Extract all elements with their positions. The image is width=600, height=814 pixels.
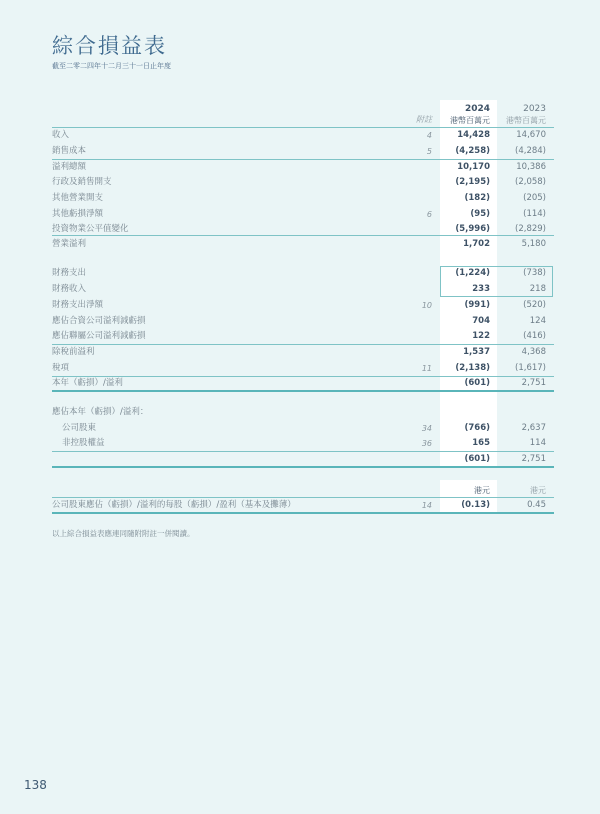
row-label: 稅項 xyxy=(52,363,70,373)
row-note: 11 xyxy=(421,364,432,373)
value-2024: 122 xyxy=(472,331,490,341)
row-label: 銷售成本 xyxy=(52,146,87,156)
value-2024: (601) xyxy=(464,378,490,388)
value-2024: 1,537 xyxy=(463,347,490,357)
page-number: 138 xyxy=(24,778,47,792)
note-column-header: 附註 xyxy=(416,115,432,124)
table-row xyxy=(52,376,554,391)
row-label: 財務收入 xyxy=(52,284,87,294)
value-2023: (2,829) xyxy=(515,224,546,234)
value-2023: (416) xyxy=(523,331,546,341)
row-label: 投資物業公平值變化 xyxy=(52,224,129,234)
table-row xyxy=(52,222,554,237)
value-2024: (95) xyxy=(470,209,490,219)
table-row xyxy=(52,207,554,222)
value-2023: (205) xyxy=(523,193,546,203)
row-note: 6 xyxy=(426,210,432,219)
row-note: 34 xyxy=(421,424,432,433)
value-2023: (2,058) xyxy=(515,177,546,187)
table-row xyxy=(52,298,554,313)
value-2023: (114) xyxy=(523,209,546,219)
table-row xyxy=(52,405,554,420)
eps-unit-2024: 港元 xyxy=(474,486,490,495)
value-2023: 2,751 xyxy=(521,454,546,464)
table-row xyxy=(52,345,554,360)
page-subtitle: 截至二零二四年十二月三十一日止年度 xyxy=(52,62,171,70)
table-row xyxy=(52,436,554,451)
value-2023: 114 xyxy=(529,438,546,448)
value-2023: 5,180 xyxy=(521,239,546,249)
row-label: 行政及銷售開支 xyxy=(52,177,112,187)
table-row xyxy=(52,144,554,159)
unit-2024-header: 港幣百萬元 xyxy=(450,116,490,125)
table-row xyxy=(52,175,554,190)
row-label: 應佔本年（虧損）/溢利： xyxy=(52,407,149,417)
row-label: 財務支出 xyxy=(52,268,87,278)
value-2024: (991) xyxy=(464,300,490,310)
table-row xyxy=(52,128,554,143)
row-label: 應佔聯屬公司溢利減虧損 xyxy=(52,331,146,341)
table-row xyxy=(52,266,554,281)
row-label: 其他虧損淨額 xyxy=(52,209,104,219)
value-2023: 2,751 xyxy=(521,378,546,388)
year-2023-header: 2023 xyxy=(523,104,546,114)
row-label: 公司股東 xyxy=(62,423,97,433)
row-note: 14 xyxy=(421,501,432,510)
footnote: 以上綜合損益表應連同隨附附註一併閱讀。 xyxy=(52,529,195,538)
table-row xyxy=(52,421,554,436)
row-label: 收入 xyxy=(52,130,70,140)
unit-2023-header: 港幣百萬元 xyxy=(506,116,546,125)
year-2024-header: 2024 xyxy=(464,104,490,114)
value-2024: (5,996) xyxy=(455,224,490,234)
value-2024: 704 xyxy=(472,316,490,326)
table-row xyxy=(52,329,554,344)
value-2023: 124 xyxy=(529,316,546,326)
row-note: 36 xyxy=(421,439,432,448)
value-2024: 10,170 xyxy=(457,162,490,172)
value-2023: (738) xyxy=(523,268,546,278)
value-2023: (520) xyxy=(523,300,546,310)
row-note: 4 xyxy=(426,131,432,140)
row-label: 溢利總額 xyxy=(52,162,87,172)
table-row xyxy=(52,191,554,206)
value-2024: (182) xyxy=(464,193,490,203)
value-2023: 10,386 xyxy=(516,162,546,172)
value-2024: (1,224) xyxy=(455,268,490,278)
value-2024: (2,138) xyxy=(455,363,490,373)
value-2024: 233 xyxy=(472,284,490,294)
value-2023: 218 xyxy=(529,284,546,294)
value-2023: 14,670 xyxy=(516,130,546,140)
value-2024: 14,428 xyxy=(457,130,490,140)
row-label: 公司股東應佔（虧損）/溢利的每股（虧損）/盈利（基本及攤薄） xyxy=(52,500,296,510)
table-row xyxy=(52,314,554,329)
row-label: 本年（虧損）/溢利 xyxy=(52,378,123,388)
value-2024: 165 xyxy=(472,438,490,448)
table-row xyxy=(52,237,554,252)
value-2024: (2,195) xyxy=(455,177,490,187)
row-label: 其他營業開支 xyxy=(52,193,104,203)
page-title: 綜合損益表 xyxy=(52,34,167,58)
value-2023: (1,617) xyxy=(515,363,546,373)
value-2023: (4,284) xyxy=(515,146,546,156)
value-2024: (766) xyxy=(464,423,490,433)
row-label: 財務支出淨額 xyxy=(52,300,104,310)
value-2024: (0.13) xyxy=(461,500,490,510)
value-2024: (601) xyxy=(464,454,490,464)
row-note: 10 xyxy=(421,301,432,310)
table-row xyxy=(52,361,554,376)
eps-unit-2023: 港元 xyxy=(530,486,546,495)
value-2024: (4,258) xyxy=(455,146,490,156)
row-label: 營業溢利 xyxy=(52,239,87,249)
value-2023: 2,637 xyxy=(521,423,546,433)
value-2023: 4,368 xyxy=(521,347,546,357)
value-2023: 0.45 xyxy=(527,500,546,510)
row-label: 非控股權益 xyxy=(62,438,105,448)
table-row xyxy=(52,452,554,467)
value-2024: 1,702 xyxy=(463,239,490,249)
row-label: 應佔合資公司溢利減虧損 xyxy=(52,316,146,326)
row-label: 除稅前溢利 xyxy=(52,347,95,357)
table-row xyxy=(52,160,554,175)
table-row xyxy=(52,282,554,297)
eps-row xyxy=(52,498,554,513)
row-note: 5 xyxy=(426,147,432,156)
